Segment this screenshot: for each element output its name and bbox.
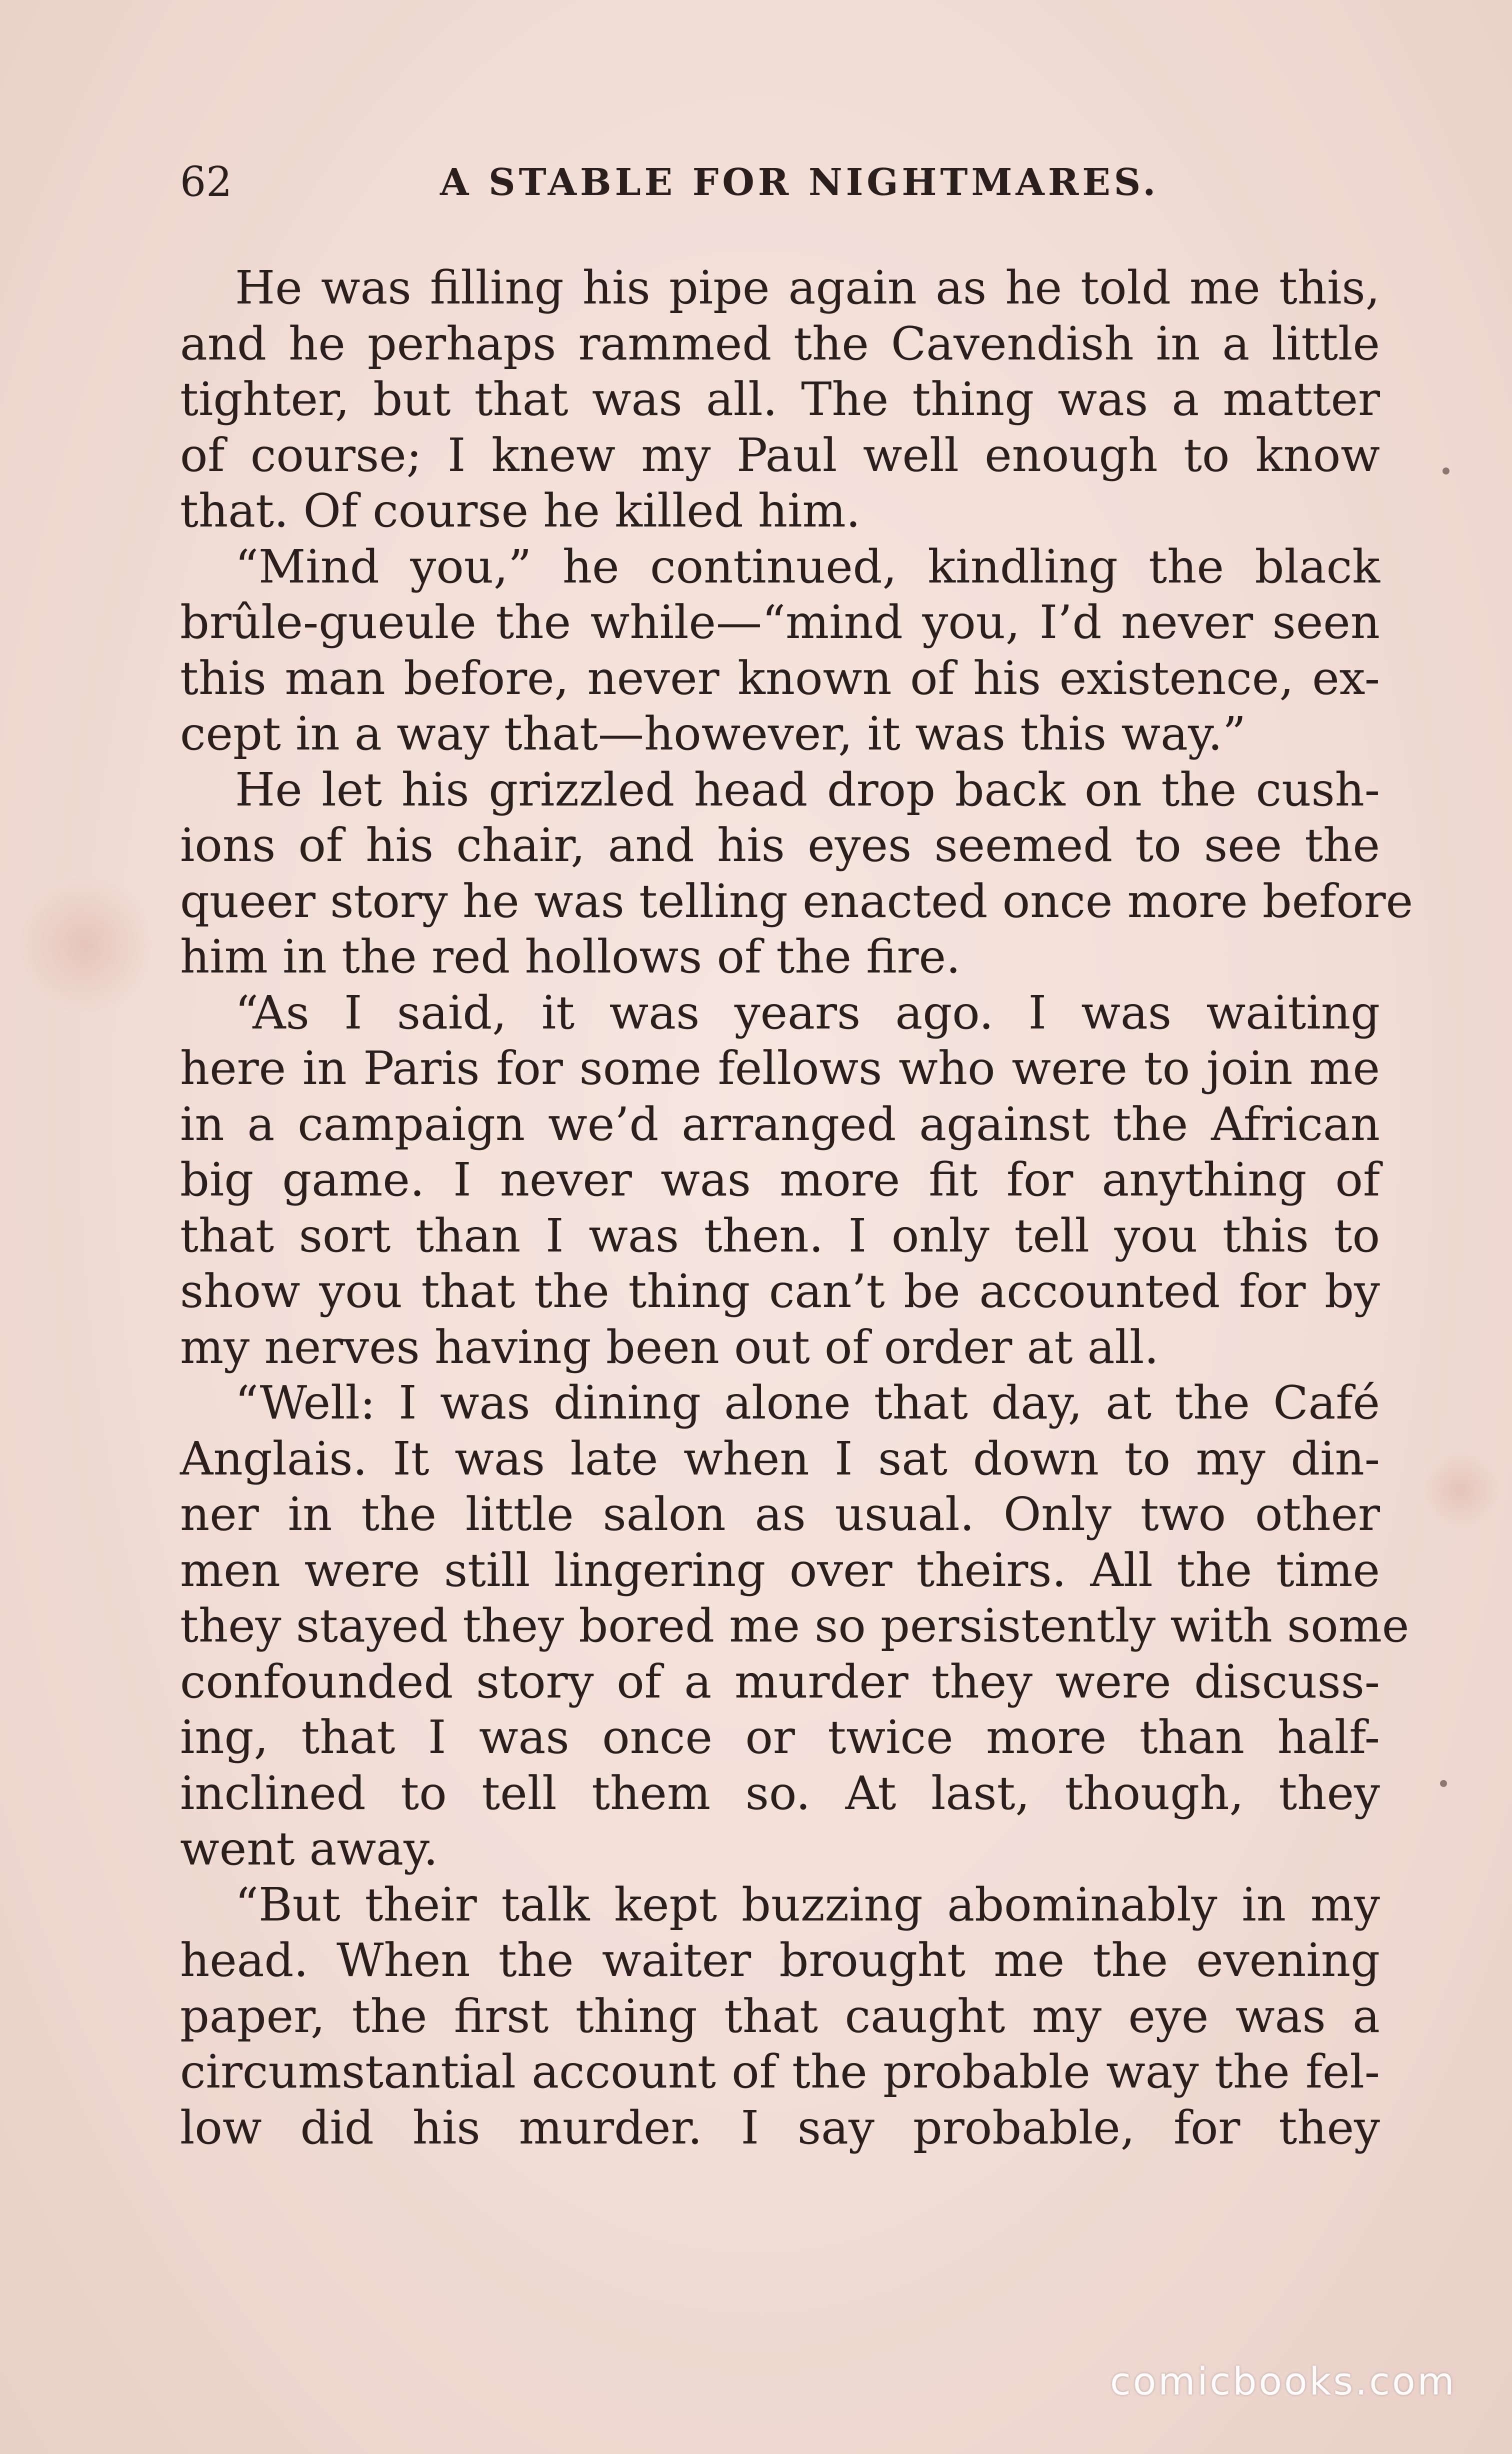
text-line: low did his murder. I say probable, for they [180, 2100, 1380, 2154]
page-number: 62 [180, 158, 232, 206]
text-line: here in Paris for some fellows who were to join me [180, 1042, 1380, 1095]
text-line: head. When the waiter brought me the evening [180, 1934, 1380, 1987]
text-line: my nerves having been out of order at all. [180, 1320, 1159, 1374]
text-line: “As I said, it was years ago. I was waiting [235, 986, 1380, 1040]
text-line: that. Of course he killed him. [180, 484, 860, 538]
paper-speck [1440, 1780, 1447, 1787]
text-line: ner in the little salon as usual. Only two other [180, 1488, 1380, 1541]
text-line: this man before, never known of his existence, ex- [180, 651, 1380, 705]
text-line: confounded story of a murder they were discuss- [180, 1654, 1380, 1708]
text-line: queer story he was telling enacted once more before [180, 874, 1414, 928]
text-line: “Well: I was dining alone that day, at the Café [235, 1376, 1380, 1430]
text-line: ions of his chair, and his eyes seemed to see the [180, 818, 1380, 872]
paper-stain [20, 870, 150, 1020]
page-header [180, 155, 1380, 210]
text-line: that sort than I was then. I only tell you this to [180, 1208, 1380, 1262]
text-line: big game. I never was more fit for anything of [180, 1153, 1380, 1206]
text-line: tighter, but that was all. The thing was a matter [180, 372, 1380, 426]
text-line: inclined to tell them so. At last, though, they [180, 1766, 1380, 1820]
text-line: Anglais. It was late when I sat down to my din- [180, 1432, 1380, 1486]
text-line: in a campaign we’d arranged against the African [180, 1097, 1380, 1151]
text-line: him in the red hollows of the fire. [180, 930, 961, 984]
text-line: ing, that I was once or twice more than half- [180, 1710, 1380, 1764]
text-line: they stayed they bored me so persistently with some [180, 1599, 1410, 1652]
text-line: and he perhaps rammed the Cavendish in a little [180, 316, 1380, 370]
text-line: paper, the first thing that caught my eye was a [180, 1989, 1380, 2043]
text-line: cept in a way that—however, it was this way.” [180, 707, 1246, 760]
text-line: “But their talk kept buzzing abominably in my [235, 1878, 1380, 1932]
body-text [180, 260, 1414, 2156]
text-line: went away. [180, 1822, 438, 1876]
text-line: circumstantial account of the probable way the fel- [180, 2045, 1380, 2098]
paper-stain [1420, 1450, 1500, 1530]
text-line: show you that the thing can’t be accounted for by [180, 1264, 1380, 1318]
text-line: of course; I knew my Paul well enough to know [180, 428, 1380, 482]
running-head: A STABLE FOR NIGHTMARES. [440, 161, 1160, 204]
watermark-text: comicbooks.com [1110, 2359, 1456, 2404]
text-line: men were still lingering over theirs. All the time [180, 1543, 1380, 1597]
text-line: He let his grizzled head drop back on the cush- [235, 762, 1380, 816]
text-line: brûle-gueule the while—“mind you, I’d never seen [180, 596, 1380, 649]
paper-speck [1442, 468, 1450, 474]
text-line: He was filling his pipe again as he told me this, [235, 261, 1380, 314]
text-line: “Mind you,” he continued, kindling the black [235, 540, 1380, 594]
